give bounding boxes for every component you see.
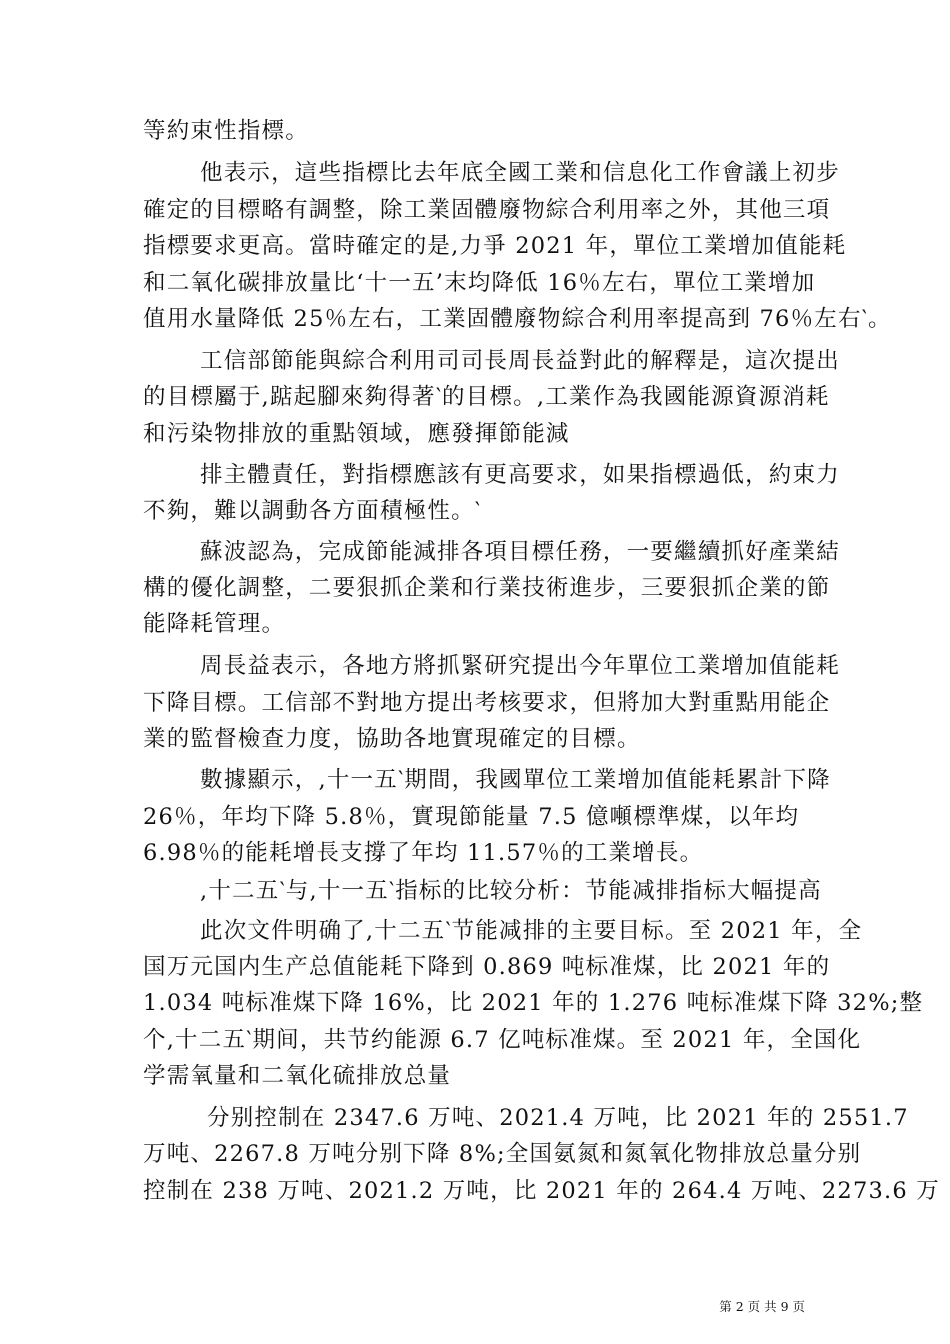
text-line: 周長益表示，各地方將抓緊研究提出今年單位工業增加值能耗: [200, 653, 840, 679]
text-line: 1.034 吨标准煤下降 16%，比 2021 年的 1.276 吨标准煤下降 32%;整: [143, 990, 924, 1016]
text-line: 數據顯示，,十一五‵期間，我國單位工業增加值能耗累計下降: [200, 767, 831, 793]
text-line: 排主體責任，對指標應該有更高要求，如果指標過低，約束力: [200, 462, 840, 488]
text-line: 的目標屬于,踮起腳來夠得著‵的目標。,工業作為我國能源資源消耗: [143, 384, 830, 410]
page-number: 第 2 页 共 9 页: [719, 1299, 805, 1314]
text-line: 和污染物排放的重點領域，應發揮節能減: [143, 421, 570, 447]
text-line: 他表示，這些指標比去年底全國工業和信息化工作會議上初步: [200, 160, 840, 186]
text-line: 構的優化調整，二要狠抓企業和行業技術進步，三要狠抓企業的節: [143, 575, 831, 601]
text-line: 个,十二五‵期间，共节约能源 6.7 亿吨标准煤。至 2021 年，全国化: [143, 1027, 862, 1053]
text-line: 確定的目標略有調整，除工業固體廢物綜合利用率之外，其他三項: [143, 197, 831, 223]
text-line: 国万元国内生产总值能耗下降到 0.869 吨标准煤，比 2021 年的: [143, 954, 831, 980]
text-line: 26％，年均下降 5.8％，實現節能量 7.5 億噸標準煤，以年均: [143, 804, 800, 830]
text-line: 控制在 238 万吨、2021.2 万吨，比 2021 年的 264.4 万吨、2273.6 万: [143, 1178, 940, 1204]
text-line: 万吨、2267.8 万吨分别下降 8%;全国氨氮和氮氧化物排放总量分别: [143, 1141, 862, 1167]
section-heading: ,十二五‵与,十一五‵指标的比较分析：节能减排指标大幅提高: [200, 878, 822, 904]
text-line: 蘇波認為，完成節能減排各項目標任務，一要繼續抓好產業結: [200, 539, 840, 565]
text-line: 工信部節能與綜合利用司司長周長益對此的解釋是，這次提出: [200, 348, 840, 374]
text-line: 和二氧化碳排放量比‘十一五’末均降低 16％左右，單位工業增加: [143, 270, 816, 296]
text-line: 不夠，難以調動各方面積極性。‵: [143, 498, 482, 524]
text-line: 值用水量降低 25％左右，工業固體廢物綜合利用率提高到 76％左右‵。: [143, 306, 892, 332]
text-line: 分别控制在 2347.6 万吨、2021.4 万吨，比 2021 年的 2551.7: [207, 1105, 909, 1131]
text-line: 指標要求更高。當時確定的是,力爭 2021 年，單位工業增加值能耗: [143, 233, 847, 259]
text-line: 下降目標。工信部不對地方提出考核要求，但將加大對重點用能企: [143, 690, 831, 716]
text-line: 6.98％的能耗增長支撐了年均 11.57％的工業增長。: [143, 840, 704, 866]
text-line: 此次文件明确了,十二五‵节能减排的主要目标。至 2021 年，全: [200, 918, 863, 944]
text-line: 業的監督檢查力度，協助各地實現確定的目標。: [143, 726, 641, 752]
text-line: 等約束性指標。: [143, 118, 309, 144]
text-line: 能降耗管理。: [143, 611, 286, 637]
text-line: 学需氧量和二氧化硫排放总量: [143, 1063, 452, 1089]
